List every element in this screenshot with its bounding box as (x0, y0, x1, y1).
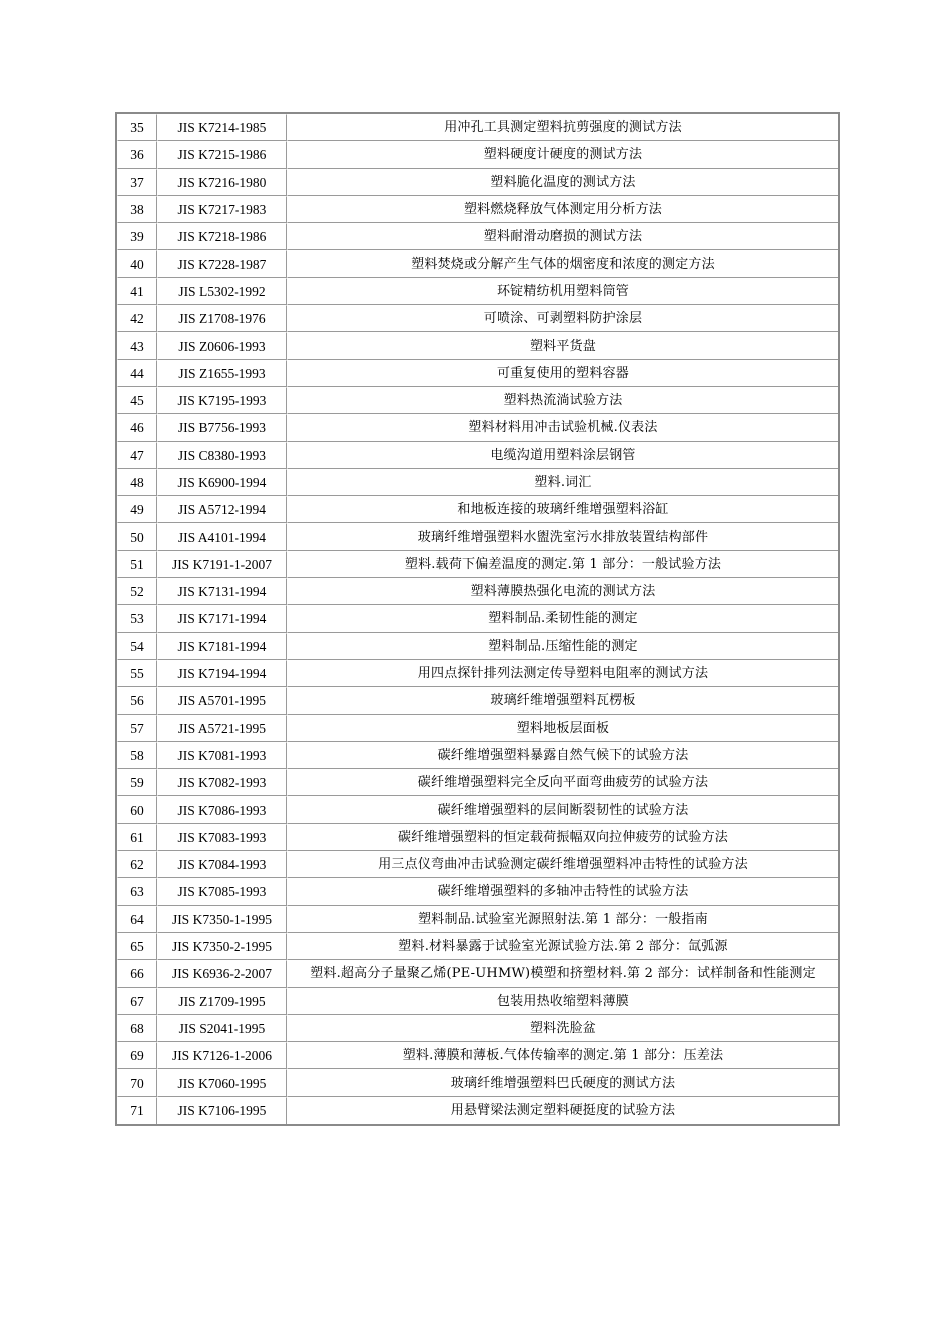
standard-code-cell: JIS L5302-1992 (157, 278, 287, 305)
table-row (117, 278, 838, 305)
standard-code-cell: JIS K7126-1-2006 (157, 1042, 287, 1069)
standard-title-cell: 电缆沟道用塑料涂层钢管 (287, 442, 838, 469)
table-row (117, 442, 838, 469)
table-row (117, 605, 838, 632)
standard-code-cell: JIS K7195-1993 (157, 387, 287, 414)
standard-title-cell: 碳纤维增强塑料暴露自然气候下的试验方法 (287, 742, 838, 769)
standard-code-cell: JIS K7218-1986 (157, 223, 287, 250)
row-number-cell: 70 (117, 1069, 157, 1096)
row-number-cell: 56 (117, 687, 157, 714)
standard-title-cell: 用四点探针排列法测定传导塑料电阻率的测试方法 (287, 660, 838, 687)
standard-code-cell: JIS K7214-1985 (157, 114, 287, 141)
table-row (117, 687, 838, 714)
row-number-cell: 40 (117, 250, 157, 277)
standard-code-cell: JIS S2041-1995 (157, 1015, 287, 1042)
row-number-cell: 42 (117, 305, 157, 332)
row-number-cell: 46 (117, 414, 157, 441)
standard-title-cell: 塑料洗脸盆 (287, 1015, 838, 1042)
standard-title-cell: 塑料.词汇 (287, 469, 838, 496)
row-number-cell: 50 (117, 523, 157, 550)
row-number-cell: 41 (117, 278, 157, 305)
standard-code-cell: JIS A5721-1995 (157, 715, 287, 742)
standards-table-body (117, 114, 838, 1124)
standard-code-cell: JIS A5712-1994 (157, 496, 287, 523)
row-number-cell: 59 (117, 769, 157, 796)
table-row (117, 387, 838, 414)
standard-title-cell: 碳纤维增强塑料完全反向平面弯曲疲劳的试验方法 (287, 769, 838, 796)
table-row (117, 196, 838, 223)
standard-title-cell: 塑料耐滑动磨损的测试方法 (287, 223, 838, 250)
table-row (117, 715, 838, 742)
table-row (117, 169, 838, 196)
standard-title-cell: 碳纤维增强塑料的恒定载荷振幅双向拉伸疲劳的试验方法 (287, 824, 838, 851)
row-number-cell: 52 (117, 578, 157, 605)
standard-code-cell: JIS K6936-2-2007 (157, 960, 287, 987)
row-number-cell: 47 (117, 442, 157, 469)
table-row (117, 933, 838, 960)
standard-code-cell: JIS K7191-1-2007 (157, 551, 287, 578)
table-row (117, 1069, 838, 1096)
standard-code-cell: JIS A4101-1994 (157, 523, 287, 550)
standard-title-cell: 可重复使用的塑料容器 (287, 360, 838, 387)
standard-code-cell: JIS K7350-2-1995 (157, 933, 287, 960)
standard-code-cell: JIS B7756-1993 (157, 414, 287, 441)
standard-code-cell: JIS C8380-1993 (157, 442, 287, 469)
standard-title-cell: 塑料热流淌试验方法 (287, 387, 838, 414)
standard-title-cell: 用三点仪弯曲冲击试验测定碳纤维增强塑料冲击特性的试验方法 (287, 851, 838, 878)
standard-title-cell: 环锭精纺机用塑料筒管 (287, 278, 838, 305)
row-number-cell: 58 (117, 742, 157, 769)
table-row (117, 1097, 838, 1124)
standard-code-cell: JIS K7228-1987 (157, 250, 287, 277)
row-number-cell: 64 (117, 906, 157, 933)
table-row (117, 523, 838, 550)
standard-title-cell: 包装用热收缩塑料薄膜 (287, 988, 838, 1015)
row-number-cell: 43 (117, 332, 157, 359)
standard-code-cell: JIS K7215-1986 (157, 141, 287, 168)
standard-code-cell: JIS K7216-1980 (157, 169, 287, 196)
row-number-cell: 65 (117, 933, 157, 960)
standard-title-cell: 塑料焚烧或分解产生气体的烟密度和浓度的测定方法 (287, 250, 838, 277)
standard-code-cell: JIS Z1655-1993 (157, 360, 287, 387)
table-row (117, 906, 838, 933)
table-row (117, 769, 838, 796)
standard-title-cell: 碳纤维增强塑料的多轴冲击特性的试验方法 (287, 878, 838, 905)
table-row (117, 551, 838, 578)
standard-code-cell: JIS K7106-1995 (157, 1097, 287, 1124)
table-row (117, 878, 838, 905)
row-number-cell: 71 (117, 1097, 157, 1124)
row-number-cell: 49 (117, 496, 157, 523)
standard-title-cell: 碳纤维增强塑料的层间断裂韧性的试验方法 (287, 796, 838, 823)
standard-code-cell: JIS A5701-1995 (157, 687, 287, 714)
table-row (117, 742, 838, 769)
standard-code-cell: JIS K7131-1994 (157, 578, 287, 605)
row-number-cell: 38 (117, 196, 157, 223)
standard-code-cell: JIS K7350-1-1995 (157, 906, 287, 933)
row-number-cell: 63 (117, 878, 157, 905)
standard-title-cell: 玻璃纤维增强塑料巴氏硬度的测试方法 (287, 1069, 838, 1096)
row-number-cell: 55 (117, 660, 157, 687)
standard-code-cell: JIS Z1709-1995 (157, 988, 287, 1015)
standard-title-cell: 塑料制品.柔韧性能的测定 (287, 605, 838, 632)
standard-code-cell: JIS K6900-1994 (157, 469, 287, 496)
standard-title-cell: 塑料薄膜热强化电流的测试方法 (287, 578, 838, 605)
row-number-cell: 45 (117, 387, 157, 414)
row-number-cell: 48 (117, 469, 157, 496)
table-row (117, 578, 838, 605)
row-number-cell: 54 (117, 633, 157, 660)
standard-code-cell: JIS K7081-1993 (157, 742, 287, 769)
standard-code-cell: JIS K7082-1993 (157, 769, 287, 796)
standard-code-cell: JIS K7171-1994 (157, 605, 287, 632)
standard-title-cell: 和地板连接的玻璃纤维增强塑料浴缸 (287, 496, 838, 523)
row-number-cell: 35 (117, 114, 157, 141)
table-row (117, 496, 838, 523)
standards-table (115, 112, 840, 1126)
row-number-cell: 61 (117, 824, 157, 851)
table-row (117, 141, 838, 168)
row-number-cell: 37 (117, 169, 157, 196)
table-row (117, 988, 838, 1015)
standard-title-cell: 塑料地板层面板 (287, 715, 838, 742)
table-row (117, 414, 838, 441)
table-row (117, 824, 838, 851)
table-row (117, 960, 838, 987)
table-row (117, 796, 838, 823)
standard-title-cell: 塑料平货盘 (287, 332, 838, 359)
row-number-cell: 57 (117, 715, 157, 742)
standard-code-cell: JIS K7084-1993 (157, 851, 287, 878)
table-row (117, 851, 838, 878)
table-row (117, 332, 838, 359)
table-row (117, 305, 838, 332)
standard-title-cell: 塑料.载荷下偏差温度的测定.第 1 部分：一般试验方法 (287, 551, 838, 578)
table-row (117, 250, 838, 277)
row-number-cell: 39 (117, 223, 157, 250)
table-row (117, 469, 838, 496)
standard-title-cell: 塑料.超高分子量聚乙烯(PE-UHMW)模塑和挤塑材料.第 2 部分：试样制备和性能测定 (287, 960, 838, 987)
row-number-cell: 67 (117, 988, 157, 1015)
standard-title-cell: 塑料制品.压缩性能的测定 (287, 633, 838, 660)
table-row (117, 660, 838, 687)
standard-code-cell: JIS K7194-1994 (157, 660, 287, 687)
row-number-cell: 62 (117, 851, 157, 878)
table-row (117, 1015, 838, 1042)
standard-code-cell: JIS K7083-1993 (157, 824, 287, 851)
standard-title-cell: 用悬臂梁法测定塑料硬挺度的试验方法 (287, 1097, 838, 1124)
standard-title-cell: 可喷涂、可剥塑料防护涂层 (287, 305, 838, 332)
table-row (117, 1042, 838, 1069)
row-number-cell: 53 (117, 605, 157, 632)
row-number-cell: 36 (117, 141, 157, 168)
standard-title-cell: 塑料制品.试验室光源照射法.第 1 部分：一般指南 (287, 906, 838, 933)
table-row (117, 114, 838, 141)
standard-title-cell: 玻璃纤维增强塑料水盥洗室污水排放装置结构部件 (287, 523, 838, 550)
row-number-cell: 44 (117, 360, 157, 387)
standard-title-cell: 塑料.材料暴露于试验室光源试验方法.第 2 部分：氙弧源 (287, 933, 838, 960)
standard-title-cell: 塑料脆化温度的测试方法 (287, 169, 838, 196)
table-row (117, 360, 838, 387)
standard-code-cell: JIS Z0606-1993 (157, 332, 287, 359)
standard-code-cell: JIS K7217-1983 (157, 196, 287, 223)
row-number-cell: 68 (117, 1015, 157, 1042)
table-row (117, 633, 838, 660)
standard-title-cell: 用冲孔工具测定塑料抗剪强度的测试方法 (287, 114, 838, 141)
standard-title-cell: 玻璃纤维增强塑料瓦楞板 (287, 687, 838, 714)
standard-title-cell: 塑料硬度计硬度的测试方法 (287, 141, 838, 168)
standard-title-cell: 塑料.薄膜和薄板.气体传输率的测定.第 1 部分：压差法 (287, 1042, 838, 1069)
standard-code-cell: JIS K7086-1993 (157, 796, 287, 823)
row-number-cell: 69 (117, 1042, 157, 1069)
standard-title-cell: 塑料材料用冲击试验机械.仪表法 (287, 414, 838, 441)
row-number-cell: 51 (117, 551, 157, 578)
standard-title-cell: 塑料燃烧释放气体测定用分析方法 (287, 196, 838, 223)
table-row (117, 223, 838, 250)
row-number-cell: 60 (117, 796, 157, 823)
standard-code-cell: JIS K7060-1995 (157, 1069, 287, 1096)
standard-code-cell: JIS K7085-1993 (157, 878, 287, 905)
standard-code-cell: JIS K7181-1994 (157, 633, 287, 660)
row-number-cell: 66 (117, 960, 157, 987)
standard-code-cell: JIS Z1708-1976 (157, 305, 287, 332)
